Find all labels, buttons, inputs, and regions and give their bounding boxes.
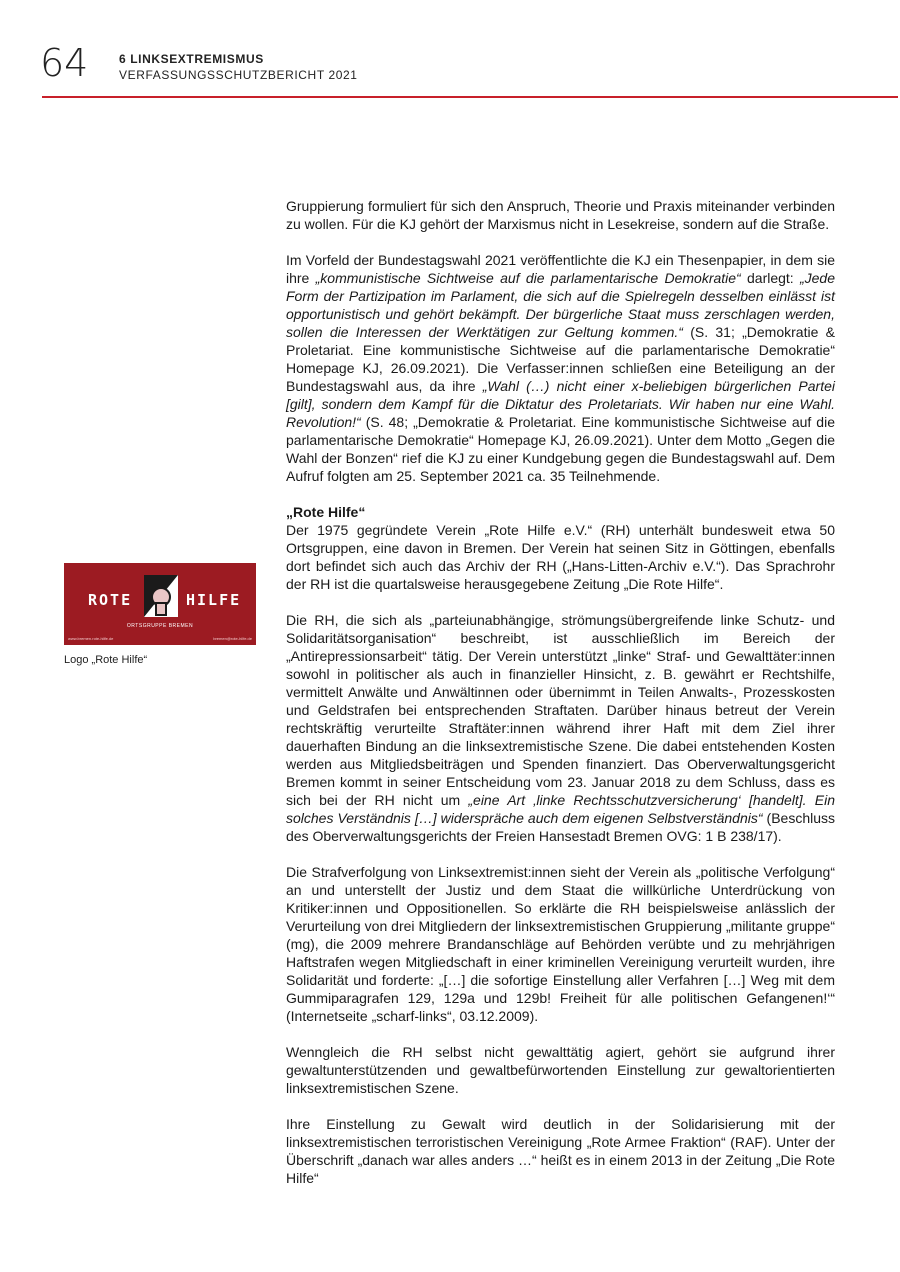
paragraph-1: Gruppierung formuliert für sich den Anspruch, Theorie und Praxis miteinander verbinden zu wollen. Für die KJ gehört der Marxismus nicht in Lesekreise, sondern auf die Straße.: [286, 198, 835, 232]
main-text: [286, 197, 835, 1187]
text-run: Die RH, die sich als „parteiunabhängige, strömungsübergreifende linke Schutz- und Solidaritätsorganisation“ beschreibt, ist ausschließlich im Bereich der „Antirepressionsarbeit“ tätig. Der Verein unterstützt „linke“ Straf- und Gewalttäter:innen sowohl in politischer als auch in finanzieller Hinsicht, z. B. gewährt er Rechtshilfe, vermittelt Anwälte und Anwältinnen oder übernimmt in Teilen Anwalts-, Prozesskosten und Geldstrafen bei entsprechenden Straftaten. Darüber hinaus betreut der Verein rechtskräftig verurteilte Straftäter:innen während ihrer Haft mit dem Ziel ihrer dauerhaften Bindung an die linksextremistische Szene. Die dabei entstehenden Kosten werden aus Mitgliedsbeiträgen und Spenden finanziert. Das Oberverwaltungsgericht Bremen kommt in seiner Entscheidung vom 23. Januar 2018 zu dem Schluss, dass es sich bei der RH nicht um: [286, 612, 835, 808]
chapter-title: 6 LINKSEXTREMISMUS: [119, 52, 264, 66]
logo-url-left: www.bremen.rote-hilfe.de: [68, 636, 114, 641]
quote-run: „Jede Form der Partizipation im Parlament, die sich auf die Spielregeln desselben einlässt ist opportunistisch und gehört bekämpft. Der bürgerliche Staat muss zerschlagen werden, sollen die Interessen der Werktätigen zur Geltung kommen.“: [286, 270, 835, 340]
paragraph-6: Wenngleich die RH selbst nicht gewalttätig agiert, gehört sie aufgrund ihrer gewaltunterstützenden und gewaltbefürwortenden Einstellung zur gewaltorientierten linksextremistischen Szene.: [286, 1044, 835, 1096]
paragraph-7: Ihre Einstellung zu Gewalt wird deutlich in der Solidarisierung mit der linksextremistischen terroristischen Vereinigung „Rote Armee Fraktion“ (RAF). Unter der Überschrift „danach war alles anders …“ heißt es in einem 2013 in der Zeitung „Die Rote Hilfe“: [286, 1116, 835, 1186]
logo-subtitle: ORTSGRUPPE BREMEN: [126, 623, 194, 629]
paragraph-4: [286, 611, 835, 845]
text-run: (S. 48; „Demokratie & Proletariat. Eine kommunistische Sichtweise auf die parlamentarische Demokratie“ Homepage KJ, 26.09.2021). Unter dem Motto „Gegen die Wahl der Bonzen“ rief die KJ zu einer Kundgebung gegen die Bundestagswahl auf. Dem Aufruf folgten am 25. September 2021 ca. 35 Teilnehmende.: [286, 414, 835, 484]
quote-run: „eine Art ‚linke Rechtsschutzversicherung‘ [handelt]. Ein solches Verständnis […] widerspräche auch dem eigenen Selbstverständnis“: [286, 792, 835, 826]
header-rule: [42, 96, 898, 98]
logo-word-left: ROTE: [88, 591, 133, 609]
quote-run: „kommunistische Sichtweise auf die parlamentarische Demokratie“: [315, 270, 741, 286]
report-title: VERFASSUNGSSCHUTZBERICHT 2021: [119, 68, 358, 82]
text-run: (Beschluss des Oberverwaltungsgerichts der Freien Hansestadt Bremen OVG: 1 B 238/17).: [286, 810, 836, 844]
fist-emblem-icon: [142, 573, 180, 621]
page-number: 64: [40, 41, 89, 85]
quote-run: „Wahl (…) nicht einer x-beliebigen bürgerlichen Partei [gilt], sondern dem Kampf für die Diktatur des Proletariats. Wir haben nur eine Wahl. Revolution!“: [286, 378, 835, 430]
paragraph-2: [286, 251, 835, 485]
text-run: darlegt:: [740, 270, 800, 286]
text-run: (S. 31; „Demokratie & Proletariat. Eine kommunistische Sichtweise auf die parlamentarische Demokratie“ Homepage KJ, 26.09.2021). Die Verfasser:innen schließen eine Beteiligung an der Bundestagswahl aus, da ihre: [286, 324, 835, 394]
text-run: Im Vorfeld der Bundestagswahl 2021 veröffentlichte die KJ ein Thesenpapier, in dem sie ihre: [286, 252, 835, 286]
paragraph-3: Der 1975 gegründete Verein „Rote Hilfe e.V.“ (RH) unterhält bundesweit etwa 50 Ortsgruppen, eine davon in Bremen. Der Verein hat seinen Sitz in Göttingen, ebenfalls dort befindet sich auch das Archiv der RH („Hans-Litten-Archiv e.V.“). Das Sprachrohr der RH ist die quartalsweise herausgegebene Zeitung „Die Rote Hilfe“.: [286, 522, 835, 592]
rote-hilfe-logo: [64, 563, 256, 645]
logo-url-right: bremen@rote-hilfe.de: [213, 636, 252, 641]
section-heading: „Rote Hilfe“: [286, 504, 366, 520]
logo-word-right: HILFE: [186, 591, 242, 609]
page-header: [0, 0, 900, 100]
logo-caption: Logo „Rote Hilfe“: [64, 654, 148, 666]
paragraph-5: Die Strafverfolgung von Linksextremist:innen sieht der Verein als „politische Verfolgung“ an und unterstellt der Justiz und dem Staat die willkürliche Unterdrückung von Kritiker:innen und Oppositionellen. So erklärte die RH beispielsweise anlässlich der Verurteilung von drei Mitgliedern der linksextremistischen Gruppierung „militante gruppe“ (mg), die 2009 mehrere Brandanschläge auf Behörden verübte und zu mehrjährigen Haftstrafen wegen Mitgliedschaft in einer kriminellen Vereinigung verurteilt wurden, ihre Solidarität und forderte: „[…] die sofortige Einstellung aller Verfahren […] Weg mit dem Gummiparagrafen 129, 129a und 129b! Freiheit für alle politischen Gefangenen!‘“ (Internetseite „scharf-links“, 03.12.2009).: [286, 864, 835, 1024]
